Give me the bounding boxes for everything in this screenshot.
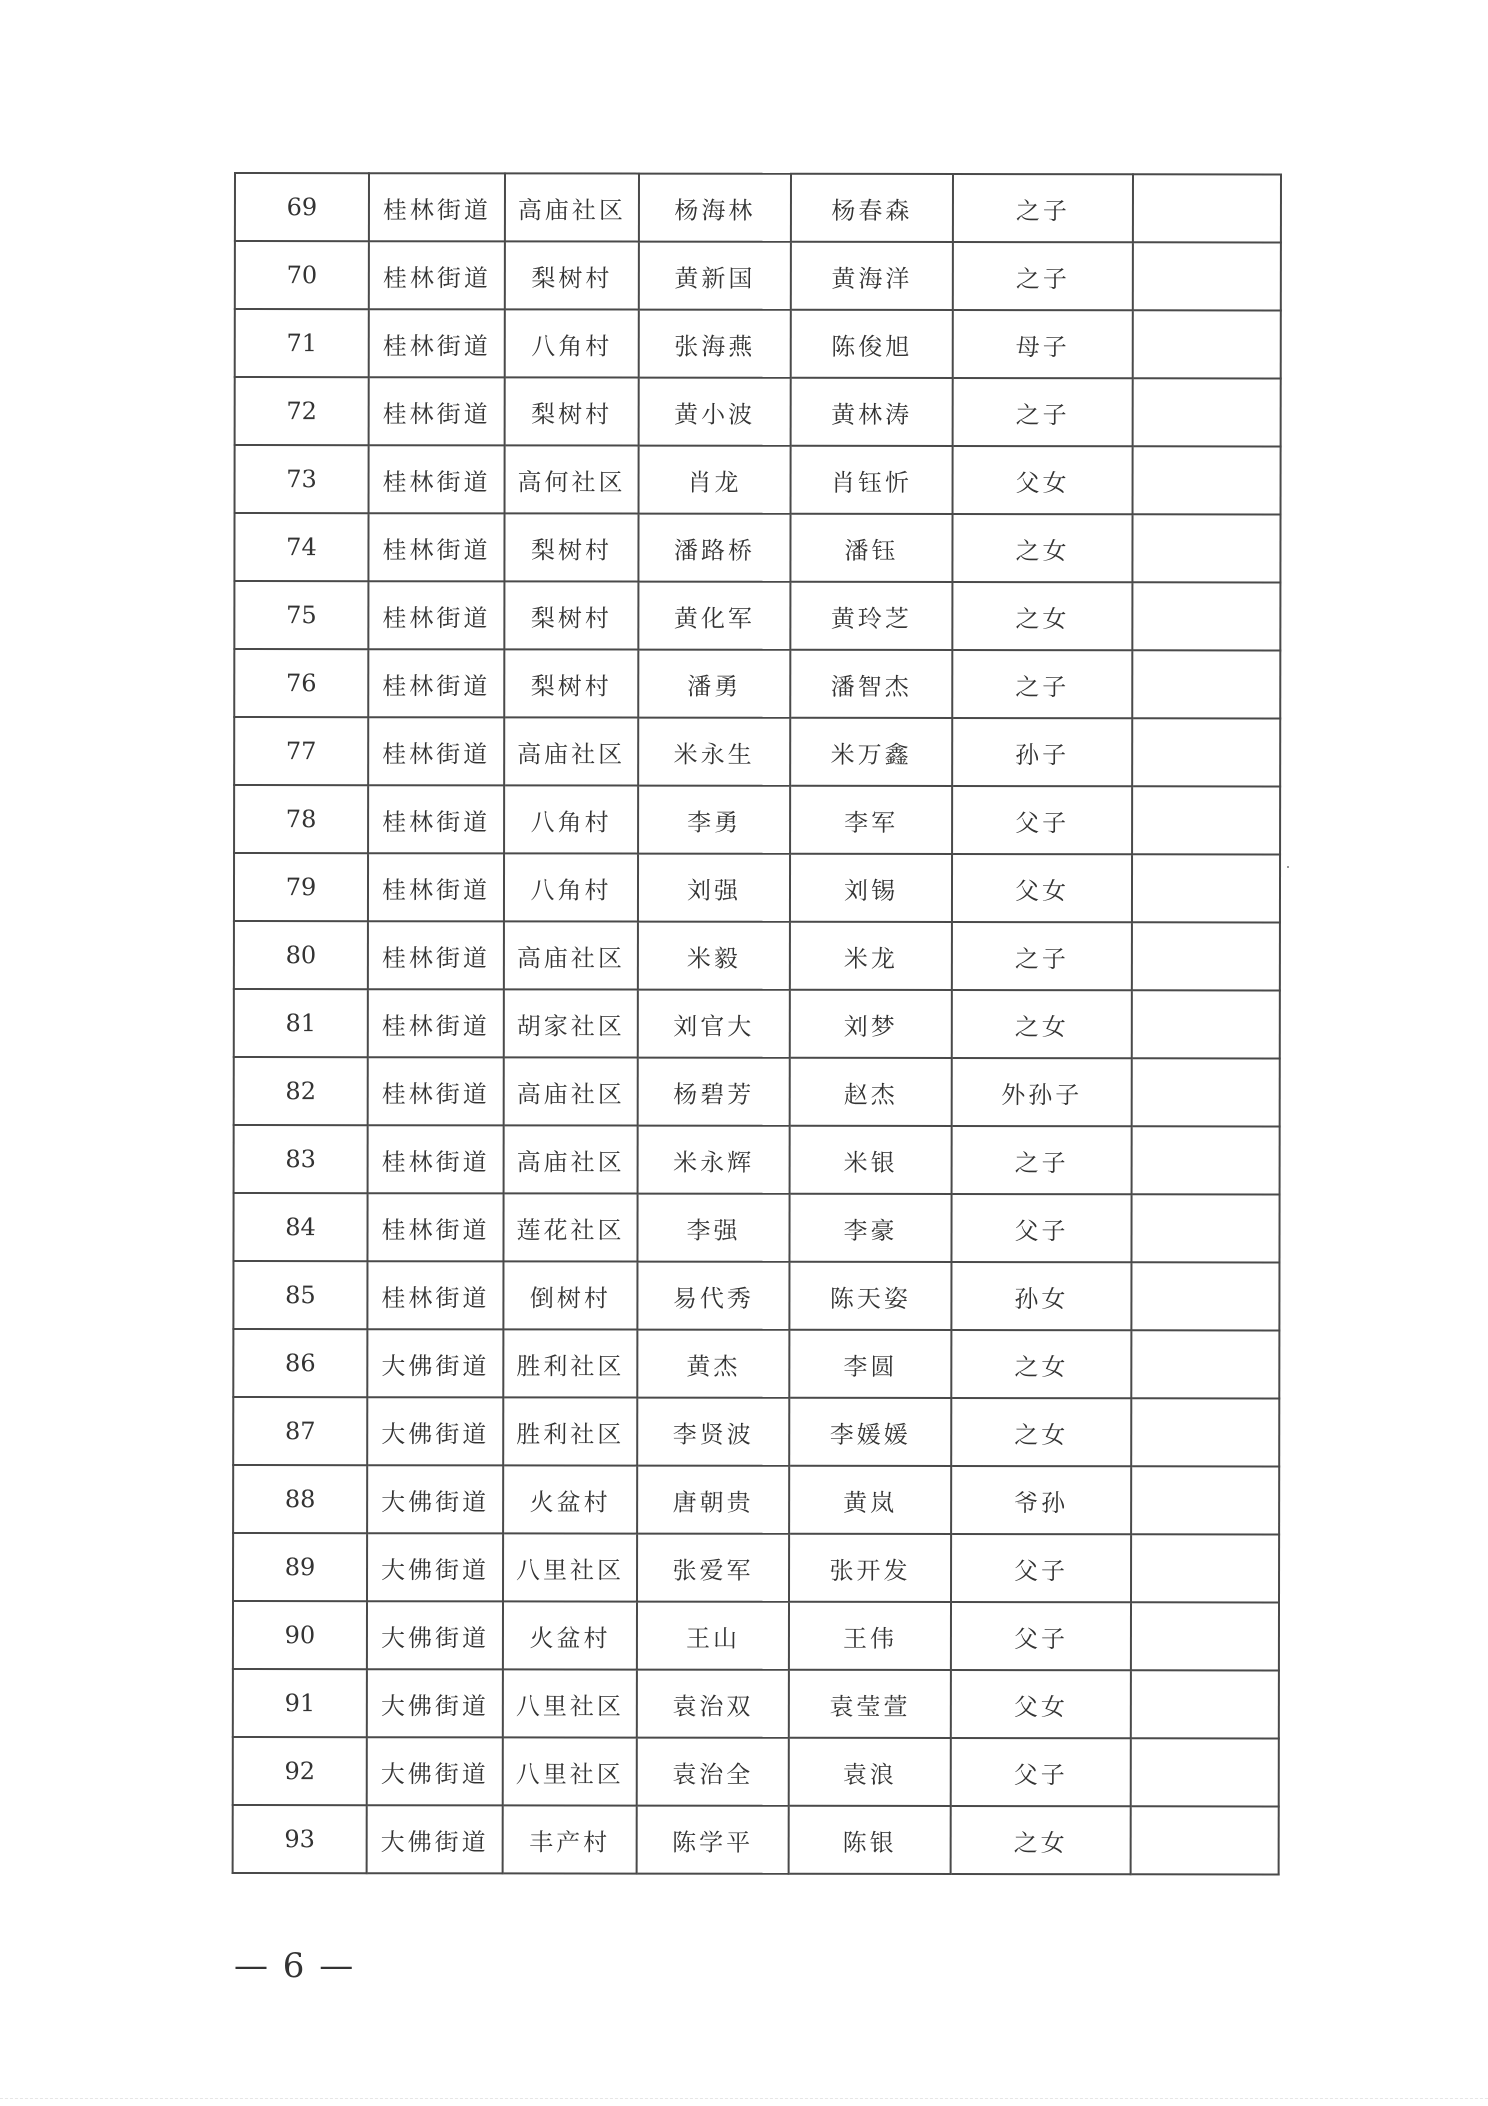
relation-cell: 之女 (951, 1398, 1131, 1466)
relative-name-cell: 黄林涛 (791, 378, 953, 446)
relation-cell: 之子 (953, 378, 1133, 446)
relation-cell: 之子 (952, 922, 1132, 990)
row-number: 72 (235, 377, 369, 445)
roster-body (233, 173, 1281, 1874)
community-cell: 梨树村 (504, 513, 638, 581)
table-row (235, 377, 1281, 446)
relative-name-cell: 米龙 (790, 922, 952, 990)
table-row (234, 853, 1280, 922)
note-cell (1133, 310, 1281, 378)
row-number: 76 (234, 649, 368, 717)
table-row (234, 921, 1280, 990)
note-cell (1133, 242, 1281, 310)
relative-name-cell: 刘梦 (790, 990, 952, 1058)
note-cell (1133, 446, 1281, 514)
community-cell: 八角村 (504, 853, 638, 921)
note-cell (1131, 1602, 1279, 1670)
relation-cell: 父女 (951, 1670, 1131, 1738)
name-cell: 刘强 (638, 854, 790, 922)
note-cell (1131, 1262, 1279, 1330)
name-cell: 袁治双 (637, 1670, 789, 1738)
community-cell: 胜利社区 (503, 1329, 637, 1397)
name-cell: 黄杰 (637, 1330, 789, 1398)
name-cell: 刘官大 (638, 990, 790, 1058)
table-row (233, 1533, 1279, 1602)
name-cell: 杨海林 (639, 174, 791, 242)
table-row (234, 1125, 1280, 1194)
relative-name-cell: 肖钰忻 (791, 446, 953, 514)
community-cell: 高庙社区 (504, 921, 638, 989)
street-cell: 桂林街道 (368, 717, 504, 785)
community-cell: 高庙社区 (504, 1057, 638, 1125)
relation-cell: 之女 (951, 1806, 1131, 1874)
row-number: 92 (233, 1737, 367, 1805)
table-row (233, 1193, 1279, 1262)
relative-name-cell: 陈天姿 (789, 1262, 951, 1330)
table-row (234, 717, 1280, 786)
relative-name-cell: 李圆 (789, 1330, 951, 1398)
name-cell: 唐朝贵 (637, 1466, 789, 1534)
street-cell: 桂林街道 (369, 445, 505, 513)
row-number: 78 (234, 785, 368, 853)
table-row (233, 1329, 1279, 1398)
note-cell (1132, 718, 1280, 786)
table-row (234, 513, 1280, 582)
relative-name-cell: 李媛媛 (789, 1398, 951, 1466)
relative-name-cell: 王伟 (789, 1602, 951, 1670)
note-cell (1131, 1670, 1279, 1738)
relation-cell: 母子 (953, 310, 1133, 378)
note-cell (1132, 1126, 1280, 1194)
relation-cell: 之子 (953, 242, 1133, 310)
note-cell (1133, 174, 1281, 242)
name-cell: 米永辉 (638, 1126, 790, 1194)
note-cell (1131, 1330, 1279, 1398)
table-row (235, 445, 1281, 514)
note-cell (1133, 378, 1281, 446)
relation-cell: 父子 (951, 1602, 1131, 1670)
community-cell: 高庙社区 (504, 1125, 638, 1193)
note-cell (1131, 1194, 1279, 1262)
street-cell: 桂林街道 (369, 377, 505, 445)
name-cell: 张爱军 (637, 1534, 789, 1602)
row-number: 74 (234, 513, 368, 581)
row-number: 82 (234, 1057, 368, 1125)
roster-table (232, 172, 1282, 1875)
relative-name-cell: 潘钰 (790, 514, 952, 582)
note-cell (1132, 786, 1280, 854)
street-cell: 大佛街道 (367, 1669, 503, 1737)
row-number: 90 (233, 1601, 367, 1669)
relation-cell: 父子 (952, 786, 1132, 854)
community-cell: 八里社区 (503, 1533, 637, 1601)
name-cell: 米毅 (638, 922, 790, 990)
relation-cell: 父女 (952, 854, 1132, 922)
community-cell: 梨树村 (505, 241, 639, 309)
relation-cell: 之女 (952, 582, 1132, 650)
row-number: 70 (235, 241, 369, 309)
note-cell (1131, 1806, 1279, 1874)
name-cell: 肖龙 (639, 446, 791, 514)
street-cell: 桂林街道 (368, 921, 504, 989)
street-cell: 大佛街道 (367, 1601, 503, 1669)
community-cell: 八角村 (504, 785, 638, 853)
name-cell: 米永生 (638, 718, 790, 786)
community-cell: 倒树村 (503, 1261, 637, 1329)
community-cell: 梨树村 (504, 581, 638, 649)
street-cell: 桂林街道 (368, 1057, 504, 1125)
row-number: 91 (233, 1669, 367, 1737)
community-cell: 莲花社区 (503, 1193, 637, 1261)
name-cell: 黄新国 (639, 242, 791, 310)
table-row (234, 581, 1280, 650)
name-cell: 黄小波 (639, 378, 791, 446)
name-cell: 李贤波 (637, 1398, 789, 1466)
street-cell: 桂林街道 (369, 241, 505, 309)
name-cell: 李强 (637, 1194, 789, 1262)
street-cell: 大佛街道 (367, 1805, 503, 1873)
relation-cell: 外孙子 (952, 1058, 1132, 1126)
community-cell: 八角村 (505, 309, 639, 377)
row-number: 93 (233, 1805, 367, 1873)
relative-name-cell: 张开发 (789, 1534, 951, 1602)
table-row (233, 1737, 1279, 1806)
row-number: 73 (235, 445, 369, 513)
relation-cell: 之女 (952, 514, 1132, 582)
street-cell: 桂林街道 (368, 785, 504, 853)
row-number: 85 (233, 1261, 367, 1329)
note-cell (1131, 1738, 1279, 1806)
community-cell: 八里社区 (503, 1669, 637, 1737)
street-cell: 大佛街道 (367, 1737, 503, 1805)
row-number: 86 (233, 1329, 367, 1397)
row-number: 88 (233, 1465, 367, 1533)
row-number: 83 (234, 1125, 368, 1193)
note-cell (1132, 854, 1280, 922)
relation-cell: 父子 (951, 1534, 1131, 1602)
relation-cell: 之子 (952, 650, 1132, 718)
street-cell: 桂林街道 (368, 853, 504, 921)
row-number: 69 (235, 173, 369, 241)
relative-name-cell: 李豪 (789, 1194, 951, 1262)
scan-edge (0, 2098, 1488, 2099)
relative-name-cell: 米万鑫 (790, 718, 952, 786)
name-cell: 黄化军 (638, 582, 790, 650)
row-number: 79 (234, 853, 368, 921)
relative-name-cell: 袁浪 (789, 1738, 951, 1806)
relation-cell: 之子 (952, 1126, 1132, 1194)
relative-name-cell: 袁莹萱 (789, 1670, 951, 1738)
street-cell: 桂林街道 (368, 649, 504, 717)
community-cell: 高庙社区 (505, 173, 639, 241)
row-number: 75 (234, 581, 368, 649)
note-cell (1132, 582, 1280, 650)
table-row (233, 1261, 1279, 1330)
name-cell: 张海燕 (639, 310, 791, 378)
community-cell: 胡家社区 (504, 989, 638, 1057)
note-cell (1131, 1466, 1279, 1534)
table-row (233, 1601, 1279, 1670)
relation-cell: 孙子 (952, 718, 1132, 786)
table-row (233, 1397, 1279, 1466)
street-cell: 桂林街道 (368, 1125, 504, 1193)
row-number: 81 (234, 989, 368, 1057)
note-cell (1131, 1398, 1279, 1466)
street-cell: 桂林街道 (368, 513, 504, 581)
table-row (234, 649, 1280, 718)
relative-name-cell: 陈银 (789, 1806, 951, 1874)
row-number: 71 (235, 309, 369, 377)
relation-cell: 爷孙 (951, 1466, 1131, 1534)
relation-cell: 之子 (953, 174, 1133, 242)
name-cell: 李勇 (638, 786, 790, 854)
relation-cell: 孙女 (951, 1262, 1131, 1330)
street-cell: 大佛街道 (367, 1465, 503, 1533)
table-row (233, 1669, 1279, 1738)
relative-name-cell: 陈俊旭 (791, 310, 953, 378)
community-cell: 火盆村 (503, 1601, 637, 1669)
relation-cell: 父子 (951, 1194, 1131, 1262)
community-cell: 火盆村 (503, 1465, 637, 1533)
name-cell: 王山 (637, 1602, 789, 1670)
street-cell: 桂林街道 (367, 1261, 503, 1329)
row-number: 89 (233, 1533, 367, 1601)
row-number: 84 (233, 1193, 367, 1261)
community-cell: 八里社区 (503, 1737, 637, 1805)
relative-name-cell: 赵杰 (790, 1058, 952, 1126)
street-cell: 桂林街道 (369, 173, 505, 241)
row-number: 80 (234, 921, 368, 989)
relative-name-cell: 李军 (790, 786, 952, 854)
relative-name-cell: 黄岚 (789, 1466, 951, 1534)
name-cell: 袁治全 (637, 1738, 789, 1806)
table-row (233, 1805, 1279, 1874)
street-cell: 桂林街道 (368, 989, 504, 1057)
relative-name-cell: 杨春森 (791, 174, 953, 242)
table-row (235, 241, 1281, 310)
street-cell: 大佛街道 (367, 1533, 503, 1601)
relation-cell: 父女 (953, 446, 1133, 514)
relative-name-cell: 黄玲芝 (790, 582, 952, 650)
page-number: — 6 — (234, 1946, 356, 1986)
note-cell (1132, 922, 1280, 990)
name-cell: 潘路桥 (638, 514, 790, 582)
table-row (234, 989, 1280, 1058)
community-cell: 丰产村 (503, 1805, 637, 1873)
street-cell: 桂林街道 (369, 309, 505, 377)
street-cell: 桂林街道 (368, 581, 504, 649)
table-row (234, 1057, 1280, 1126)
table-row (233, 1465, 1279, 1534)
relative-name-cell: 黄海洋 (791, 242, 953, 310)
note-cell (1131, 1534, 1279, 1602)
name-cell: 潘勇 (638, 650, 790, 718)
note-cell (1132, 514, 1280, 582)
relation-cell: 父子 (951, 1738, 1131, 1806)
scan-speck (1287, 866, 1289, 868)
relative-name-cell: 刘锡 (790, 854, 952, 922)
relation-cell: 之女 (951, 1330, 1131, 1398)
relation-cell: 之女 (952, 990, 1132, 1058)
street-cell: 大佛街道 (367, 1397, 503, 1465)
note-cell (1132, 990, 1280, 1058)
note-cell (1132, 1058, 1280, 1126)
street-cell: 大佛街道 (367, 1329, 503, 1397)
street-cell: 桂林街道 (367, 1193, 503, 1261)
community-cell: 高庙社区 (504, 717, 638, 785)
community-cell: 高何社区 (505, 445, 639, 513)
name-cell: 陈学平 (637, 1806, 789, 1874)
row-number: 77 (234, 717, 368, 785)
name-cell: 杨碧芳 (638, 1058, 790, 1126)
note-cell (1132, 650, 1280, 718)
relative-name-cell: 潘智杰 (790, 650, 952, 718)
relative-name-cell: 米银 (790, 1126, 952, 1194)
community-cell: 梨树村 (504, 649, 638, 717)
community-cell: 梨树村 (505, 377, 639, 445)
name-cell: 易代秀 (637, 1262, 789, 1330)
table-row (235, 173, 1281, 242)
table-row (234, 785, 1280, 854)
table-row (235, 309, 1281, 378)
row-number: 87 (233, 1397, 367, 1465)
community-cell: 胜利社区 (503, 1397, 637, 1465)
